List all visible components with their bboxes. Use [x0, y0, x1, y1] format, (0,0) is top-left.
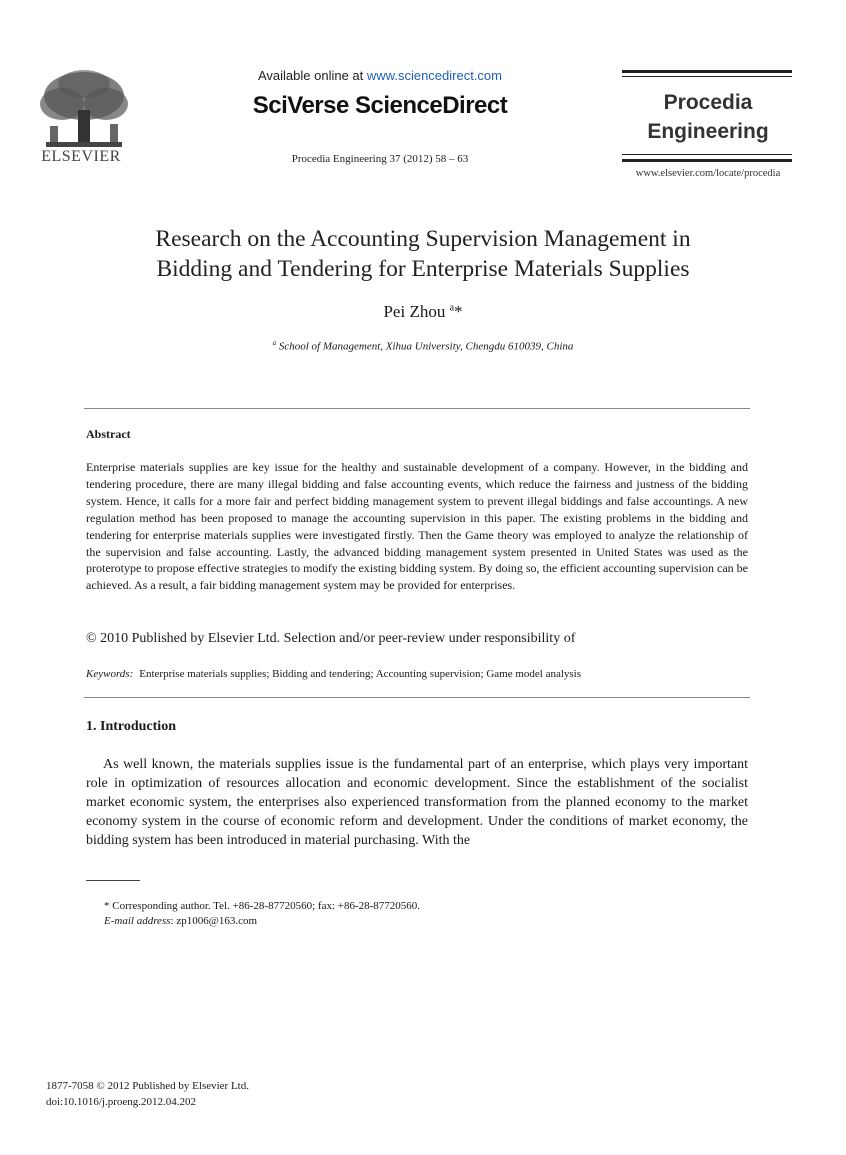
journal-citation: Procedia Engineering 37 (2012) 58 – 63	[291, 153, 469, 165]
introduction-body: As well known, the materials supplies issue is the fundamental part of an enterprise, which plays very important role in optimization of resources allocation and economic development. Since the establishment of the socialist market economic system, the enterprises also experienced transformation from the planned economy to the market economy system in the course of economic reform and development. Under the conditions of market economy, the bidding system has been introduced in material purchasing. With the	[86, 757, 748, 849]
abstract-bottom-rule	[84, 697, 750, 698]
section-heading-introduction: 1. Introduction	[86, 719, 176, 734]
article-title-line2: Bidding and Tendering for Enterprise Materials Supplies	[156, 256, 690, 282]
sciencedirect-link[interactable]: www.sciencedirect.com	[366, 68, 502, 83]
corresponding-author-footnote: * Corresponding author. Tel. +86-28-87720560; fax: +86-28-87720560.	[104, 900, 421, 912]
article-title	[90, 224, 756, 284]
journal-bottom-rule-thin	[622, 154, 792, 155]
keywords-list: Enterprise materials supplies; Bidding and tendering; Accounting supervision; Game model analysis	[139, 668, 582, 680]
footer-issn	[46, 1078, 249, 1110]
publisher-name: ELSEVIER	[41, 148, 121, 165]
available-online	[230, 68, 530, 83]
doi-line[interactable]: doi:10.1016/j.proeng.2012.04.202	[46, 1096, 197, 1108]
journal-url[interactable]: www.elsevier.com/locate/procedia	[635, 168, 781, 179]
corresponding-star: *	[454, 302, 463, 321]
journal-top-rule-thin	[622, 76, 792, 77]
journal-title-line2: Engineering	[647, 120, 769, 143]
email-footnote	[104, 915, 704, 927]
affiliation-mark: a	[272, 339, 277, 347]
keywords	[86, 668, 748, 680]
journal-bottom-rule	[622, 159, 792, 162]
abstract-heading: Abstract	[86, 427, 131, 441]
keywords-label: Keywords:	[86, 668, 134, 680]
email-separator: :	[170, 915, 177, 927]
email-address[interactable]: zp1006@163.com	[176, 915, 258, 927]
author	[90, 302, 756, 322]
platform-name: SciVerse ScienceDirect	[252, 92, 508, 119]
abstract-top-rule	[84, 408, 750, 409]
footnote-rule	[86, 880, 140, 881]
email-label: E-mail address	[104, 915, 171, 927]
affiliation-text: School of Management, Xihua University, Chengdu 610039, China	[276, 340, 574, 353]
journal-title-line1: Procedia	[663, 91, 753, 114]
available-prefix: Available online at	[257, 68, 367, 83]
journal-title	[624, 88, 792, 146]
author-affiliation-mark: a	[449, 302, 455, 314]
abstract-copyright: © 2010 Published by Elsevier Ltd. Selection and/or peer-review under responsibility of	[86, 631, 576, 646]
article-title-line1: Research on the Accounting Supervision Management in	[155, 226, 691, 252]
author-name: Pei Zhou	[383, 302, 450, 321]
abstract-body: Enterprise materials supplies are key issue for the healthy and sustainable development of a company. However, in the bidding and tendering procedure, there are many illegal bidding and false accounting events, which reduce the fairness and justness of the bidding system. Hence, it calls for a more fair and perfect bidding management system to prevent illegal biddings and false accountings. A new regulation method has been proposed to manage the accounting supervision in this paper. The existing problems in the bidding and tendering for enterprise materials supplies were investigated firstly. Then the Game theory was employed to analyze the relationship of the supervision and false accounting. Lastly, the advanced bidding management system presented in United States was used as the proterotype to propose effective strategies to modify the existing bidding system. By doing so, the efficient accounting supervision can be achieved. As a result, a fair bidding management system may be provided for enterprises.	[86, 460, 748, 593]
affiliation	[90, 339, 756, 353]
issn-line: 1877-7058 © 2012 Published by Elsevier Ltd.	[46, 1080, 249, 1092]
journal-top-rule	[622, 70, 792, 73]
